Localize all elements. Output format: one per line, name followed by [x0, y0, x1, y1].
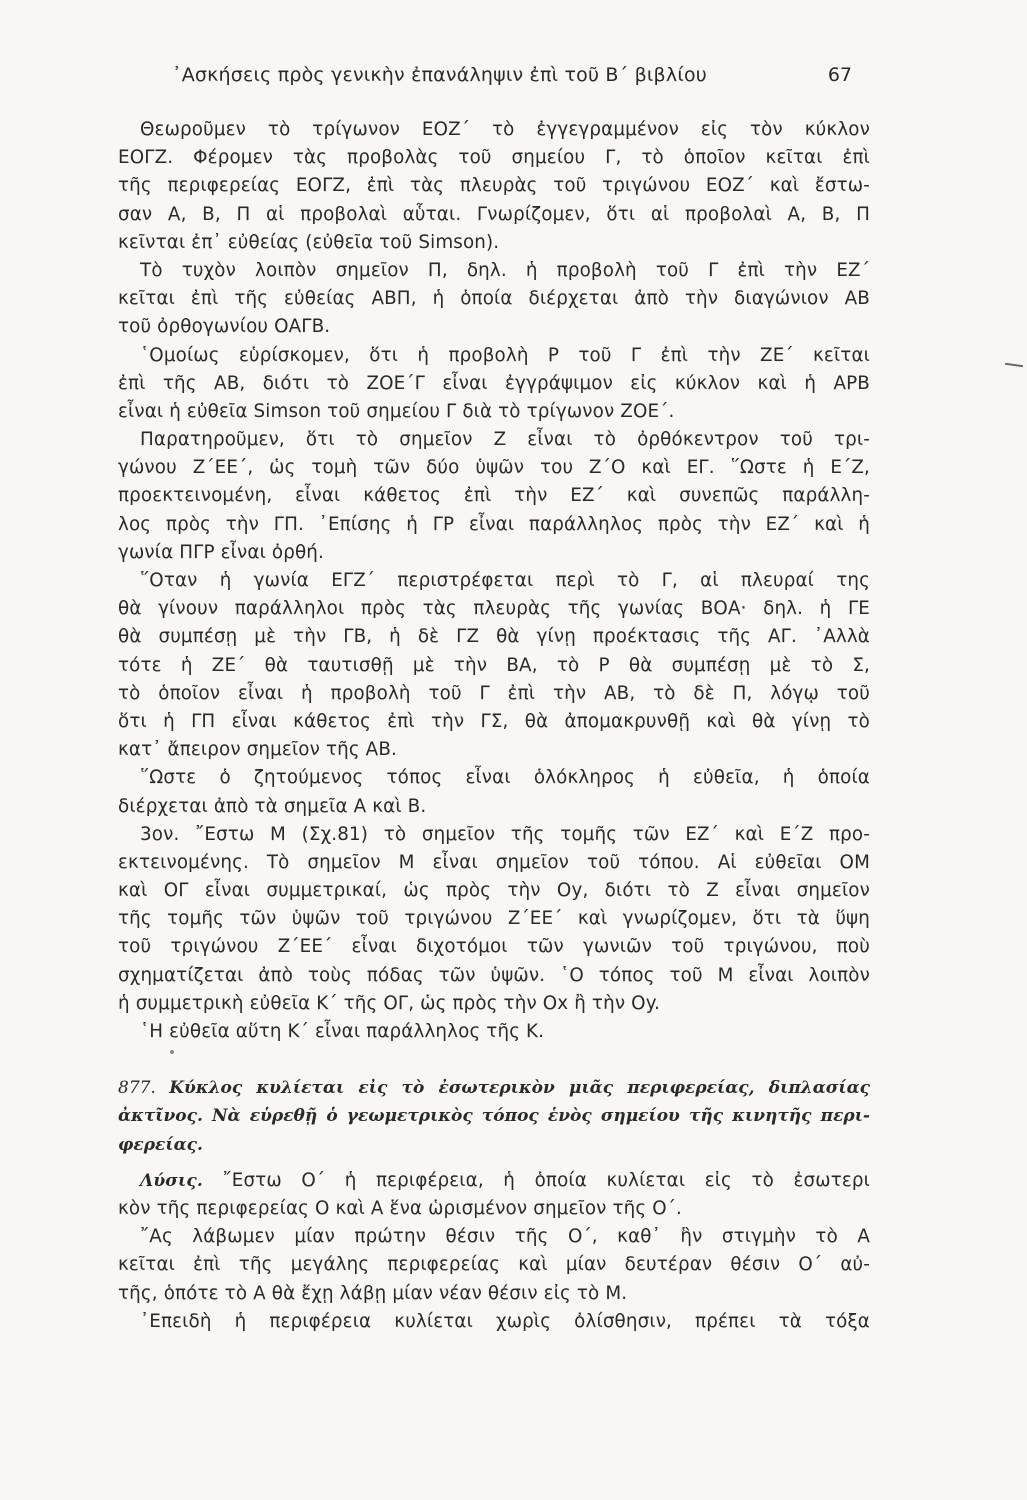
text-line: ὅτι ἡ ΓΠ εἶναι κάθετος ἐπὶ τὴν ΓΣ, θὰ ἀπομακρυνθῇ καὶ θὰ γίνῃ τὸ: [118, 710, 870, 732]
text-line: Παρατηροῦμεν, ὅτι τὸ σημεῖον Ζ εἶναι τὸ ὀρθόκεντρον τοῦ τρι-: [140, 429, 870, 451]
text-line: τὸ ὁποῖον εἶναι ἡ προβολὴ τοῦ Γ ἐπὶ τὴν ΑΒ, τὸ δὲ Π, λόγῳ τοῦ: [118, 682, 870, 704]
page-header: [172, 64, 852, 90]
margin-mark: [1005, 363, 1023, 367]
text-line: λος πρὸς τὴν ΓΠ. ᾿Επίσης ἡ ΓΡ εἶναι παράλληλος πρὸς τὴν ΕΖ΄ καὶ ἡ: [118, 513, 870, 535]
text-line: τῆς τομῆς τῶν ὑψῶν τοῦ τριγώνου Ζ΄ΕΕ΄ καὶ γνωρίζομεν, ὅτι τὰ ὕψη: [118, 908, 870, 930]
text-line: ῞Ωστε ὁ ζητούμενος τόπος εἶναι ὁλόκληρος ἡ εὐθεῖα, ἡ ὁποία: [140, 767, 870, 789]
text-line: εἶναι ἡ εὐθεῖα Simson τοῦ σημείου Γ διὰ τὸ τρίγωνον ΖΟΕ΄.: [118, 400, 675, 422]
text-line: κεῖνται ἐπ᾿ εὐθείας (εὐθεῖα τοῦ Simson).: [118, 231, 500, 253]
problem-statement-text: ἀκτῖνος. Νὰ εὑρεθῇ ὁ γεωμετρικὸς τόπος ἑνὸς σημείου τῆς κινητῆς περι-: [118, 1106, 870, 1127]
section-gap: [118, 1046, 870, 1066]
text-line: ῞Οταν ἡ γωνία ΕΓΖ΄ περιστρέφεται περὶ τὸ Γ, αἱ πλευραί της: [140, 570, 870, 591]
text-line: Τὸ τυχὸν λοιπὸν σημεῖον Π, δηλ. ἡ προβολὴ τοῦ Γ ἐπὶ τὴν ΕΖ΄: [140, 259, 870, 281]
solution-line: ᾿Επειδὴ ἡ περιφέρεια κυλίεται χωρὶς ὀλίσθησιν, πρέπει τὰ τόξα: [140, 1310, 870, 1332]
text-line: ῾Η εὐθεῖα αὕτη Κ΄ εἶναι παράλληλος τῆς Κ.: [140, 1021, 545, 1042]
text-line: θὰ συμπέσῃ μὲ τὴν ΓΒ, ἡ δὲ ΓΖ θὰ γίνῃ προέκτασις τῆς ΑΓ. ᾿Αλλὰ: [118, 626, 870, 648]
solution-line: ῎Ας λάβωμεν μίαν πρώτην θέσιν τῆς Ο΄, καθ᾿ ἣν στιγμὴν τὸ Α: [140, 1226, 870, 1248]
text-line: θὰ γίνουν παράλληλοι πρὸς τὰς πλευρὰς τῆς γωνίας ΒΟΑ· δηλ. ἡ ΓΕ: [118, 598, 870, 620]
solution-label: Λύσις.: [140, 1170, 203, 1191]
ink-dot: [170, 1050, 174, 1054]
main-text: [118, 116, 870, 1336]
solution-line: τῆς, ὁπότε τὸ Α θὰ ἔχῃ λάβῃ μίαν νέαν θέσιν εἰς τὸ Μ.: [118, 1282, 628, 1304]
text-line: τῆς περιφερείας ΕΟΓΖ, ἐπὶ τὰς πλευρὰς τοῦ τριγώνου ΕΟΖ΄ καὶ ἔστω-: [118, 175, 870, 197]
problem-statement-text: φερείας.: [118, 1134, 203, 1155]
text-line: εκτεινομένης. Τὸ σημεῖον Μ εἶναι σημεῖον τοῦ τόπου. Αἱ εὐθεῖαι ΟΜ: [118, 851, 870, 873]
problem-statement-line: [118, 1131, 870, 1159]
problem-statement-line: [118, 1102, 870, 1130]
section-gap: [118, 1066, 870, 1074]
text-line: σχηματίζεται ἀπὸ τοὺς πόδας τῶν ὑψῶν. ῾Ο τόπος τοῦ Μ εἶναι λοιπὸν: [118, 964, 870, 986]
section-gap: [118, 1159, 870, 1167]
text-line: γώνου Ζ΄ΕΕ΄, ὡς τομὴ τῶν δύο ὑψῶν του Ζ΄Ο καὶ ΕΓ. ῞Ωστε ἡ Ε΄Ζ,: [118, 457, 870, 479]
text-line: Θεωροῦμεν τὸ τρίγωνον ΕΟΖ΄ τὸ ἐγγεγραμμένον εἰς τὸν κύκλον: [140, 119, 870, 140]
text-line: κατ᾿ ἄπειρον σημεῖον τῆς ΑΒ.: [118, 739, 397, 761]
text-line: ἡ συμμετρικὴ εὐθεῖα Κ΄ τῆς ΟΓ, ὡς πρὸς τὴν Οx ἢ τὴν Οy.: [118, 992, 661, 1014]
solution-line: κεῖται ἐπὶ τῆς μεγάλης περιφερείας καὶ μίαν δευτέραν θέσιν Ο΄ αὐ-: [118, 1254, 870, 1276]
text-line: 3ον. ῎Εστω Μ (Σχ.81) τὸ σημεῖον τῆς τομῆς τῶν ΕΖ΄ καὶ Ε΄Ζ προ-: [140, 823, 870, 845]
text-line: κεῖται ἐπὶ τῆς εὐθείας ΑΒΠ, ἡ ὁποία διέρχεται ἀπὸ τὴν διαγώνιον ΑΒ: [118, 288, 870, 310]
text-line: ἐπὶ τῆς ΑΒ, διότι τὸ ΖΟΕ΄Γ εἶναι ἐγγράψιμον εἰς κύκλον καὶ ἡ ΑΡΒ: [118, 372, 870, 394]
solution-text: ῎Εστω Ο΄ ἡ περιφέρεια, ἡ ὁποία κυλίεται εἰς τὸ ἐσωτερι: [222, 1169, 870, 1191]
text-line: προεκτεινομένη, εἶναι κάθετος ἐπὶ τὴν ΕΖ΄ καὶ συνεπῶς παράλλη-: [118, 485, 870, 507]
solution-line: κὸν τῆς περιφερείας Ο καὶ Α ἕνα ὡρισμένον σημεῖον τῆς Ο΄.: [118, 1197, 683, 1219]
text-line: τοῦ ὀρθογωνίου ΟΑΓΒ.: [118, 316, 331, 338]
text-line: σαν Α, Β, Π αἱ προβολαὶ αὗται. Γνωρίζομεν, ὅτι αἱ προβολαὶ Α, Β, Π: [118, 203, 870, 225]
problem-statement-line: [118, 1074, 870, 1102]
text-line: τοῦ τριγώνου Ζ΄ΕΕ΄ εἶναι διχοτόμοι τῶν γωνιῶν τοῦ τριγώνου, ποὺ: [118, 936, 870, 958]
running-head: ᾿Ασκήσεις πρὸς γενικὴν ἐπανάληψιν ἐπὶ τοῦ Β΄ βιβλίου: [172, 64, 707, 86]
page-number: 67: [827, 64, 852, 86]
text-line: διέρχεται ἀπὸ τὰ σημεῖα Α καὶ Β.: [118, 795, 427, 817]
text-line: καὶ ΟΓ εἶναι συμμετρικαί, ὡς πρὸς τὴν Οy, διότι τὸ Ζ εἶναι σημεῖον: [118, 880, 870, 902]
text-line: ΕΟΓΖ. Φέρομεν τὰς προβολὰς τοῦ σημείου Γ, τὸ ὁποῖον κεῖται ἐπὶ: [118, 147, 870, 169]
problem-statement-text: Κύκλος κυλίεται εἰς τὸ ἐσωτερικὸν μιᾶς περιφερείας, διπλασίας: [169, 1078, 870, 1099]
text-line: ῾Ομοίως εὑρίσκομεν, ὅτι ἡ προβολὴ Ρ τοῦ Γ ἐπὶ τὴν ΖΕ΄ κεῖται: [140, 344, 870, 366]
text-line: τότε ἡ ΖΕ΄ θὰ ταυτισθῇ μὲ τὴν ΒΑ, τὸ Ρ θὰ συμπέσῃ μὲ τὸ Σ,: [118, 654, 870, 676]
problem-number: 877.: [118, 1078, 156, 1099]
solution-line: [118, 1167, 870, 1195]
text-line: γωνία ΠΓΡ εἶναι ὀρθή.: [118, 541, 325, 563]
